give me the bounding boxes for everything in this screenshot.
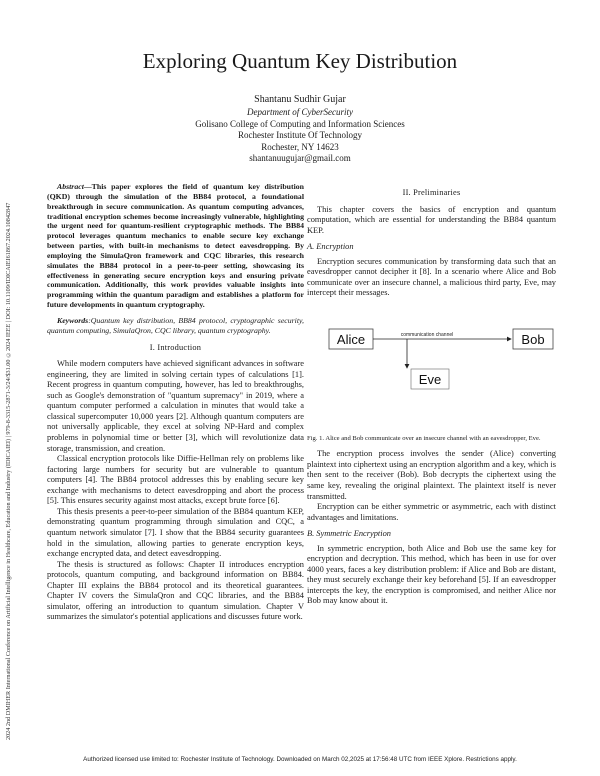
section-heading-preliminaries: II. Preliminaries bbox=[402, 188, 461, 197]
bob-label: Bob bbox=[521, 331, 545, 347]
encryption-paragraph-2: The encryption process involves the sender (Alice) converting plaintext into ciphertext using an encryption algorithm and a key, which is then sent to the receiver (Bob). Bob decrypts the ciphertext using the same key, revealing the original plaintext. The plaintext itself is never transmitted. bbox=[307, 449, 556, 501]
abstract-text: —This paper explores the field of quantum key distribution (QKD) through the simulation of the BB84 protocol, a foundational breakthrough in secure communication. As quantum computing advances, traditional encryption schemes become increasingly vulnerable, highlighting the urgent need for quantum-resilient cryptographic methods. The BB84 protocol leverages quantum mechanics to enable secure key exchange between parties, with built-in mechanisms to detect eavesdropping. By employing the SimulaQron framework and CQC libraries, this research simulates the BB84 protocol in a peer-to-peer setting, showcasing its effectiveness in generating secure encryption keys and ensuring private communication. Additionally, this work provides valuable insights into programming within the quantum paradigm and establishes a platform for future developments in quantum cryptography. bbox=[47, 182, 304, 310]
subsection-heading-symmetric: B. Symmetric Encryption bbox=[307, 529, 391, 539]
abstract-lead: Abstract bbox=[57, 182, 84, 191]
author-city: Rochester, NY 14623 bbox=[261, 141, 339, 152]
channel-diagram bbox=[307, 301, 556, 433]
intro-paragraph-3: This thesis presents a peer-to-peer simulation of the BB84 quantum KEP, demonstrating quantum programming through simulation and CQC, a quantum network simulator [7]. I show that the BB84 security guarantees hold in the simulation, allowing parties to generate encryption keys, exchange encrypted data, and detect eavesdropping. bbox=[47, 506, 304, 559]
keywords-text: :Quantum key distribution, BB84 protocol, cryptographic security, quantum computing, SimulaQron, CQC library, quantum cryptography. bbox=[47, 315, 304, 335]
author-college: Golisano College of Computing and Information Sciences bbox=[195, 118, 405, 129]
section-heading-introduction: I. Introduction bbox=[149, 342, 202, 352]
keywords-lead: Keywords bbox=[57, 315, 89, 325]
alice-label: Alice bbox=[336, 331, 366, 347]
eve-label: Eve bbox=[418, 371, 442, 387]
channel-label: communication channel bbox=[400, 331, 454, 338]
author-email: shantanuugujar@gmail.com bbox=[249, 153, 351, 163]
keywords bbox=[47, 316, 304, 336]
author-department: Department of CyberSecurity bbox=[247, 107, 353, 117]
license-footer: Authorized licensed use limited to: Rochester Institute of Technology. Downloaded on March 02,2025 at 17:56:48 UTC from IEEE Xplore. Restrictions apply. bbox=[83, 756, 517, 763]
encryption-paragraph-3: Encryption can be either symmetric or asymmetric, each with distinct advantages and limitations. bbox=[307, 502, 556, 522]
symmetric-paragraph-1: In symmetric encryption, both Alice and Bob use the same key for encryption and decryption. This method, which has been in use for over 4000 years, faces a key distribution problem: if Alice and Bob are distant, they must securely exchange their key beforehand [5]. If an eavesdropper intercepts the key, the encryption is compromised, and neither Alice nor Bob may know about it. bbox=[307, 543, 556, 606]
author-name: Shantanu Sudhir Gujar bbox=[254, 94, 346, 105]
right-column bbox=[307, 182, 556, 607]
subsection-heading-encryption: A. Encryption bbox=[307, 242, 354, 252]
intro-paragraph-2: Classical encryption protocols like Diffie-Hellman rely on problems like factoring large numbers for security but are vulnerable to quantum computers [4]. The BB84 protocol addresses this by enabling secure key exchange with mechanisms to detect eavesdropping and abort the process [5]. This ensures security against most attacks, except brute force [6]. bbox=[47, 454, 304, 506]
prelim-paragraph-1: This chapter covers the basics of encryption and quantum computation, which are essential for understanding the BB84 quantum KEP. bbox=[307, 204, 556, 235]
left-column bbox=[47, 182, 304, 623]
figure-1 bbox=[307, 301, 556, 433]
author-institute: Rochester Institute Of Technology bbox=[238, 130, 362, 140]
side-citation: 2024 2nd DMIHER International Conference on Artificial Intelligence in Healthcare, Education and Industry (IDICAIEI) | 979-8-3315-2871-3/24/$31.00 ©2024 IEEE | DOI: 10.1109/IDICAIEI61867.2024.10842847 bbox=[5, 202, 12, 740]
abstract bbox=[47, 182, 304, 310]
author-block bbox=[40, 93, 560, 165]
intro-paragraph-1: While modern computers have achieved significant advances in software engineering, they are limited in solving certain types of calculations [1]. Recent progress in quantum computing, however, has led to breakthroughs, such as Google's demonstration of "quantum supremacy" in 2019, where a quantum computer performed a calculation in minutes that would take a classical supercomputer 10,000 years [2]. Although quantum computers are not universally applicable, they excel at solving NP-Hard and complex problems in polynomial time or better [3], which will revolutionize data storage, transmission, and creation. bbox=[47, 359, 304, 453]
paper-title: Exploring Quantum Key Distribution bbox=[142, 49, 458, 73]
intro-paragraph-4: The thesis is structured as follows: Chapter II introduces encryption protocols, quantum computing, and background information on BB84. Chapter III explains the BB84 protocol and its theoretical guarantees. Chapter IV covers the SimulaQron and CQC libraries, and the BB84 simulator, offering an introduction to quantum simulation. Chapter V summarizes the simulator's potential applications and discusses future work. bbox=[47, 559, 304, 622]
figure-1-caption: Fig. 1. Alice and Bob communicate over an insecure channel with an eavesdropper, Eve. bbox=[307, 434, 541, 442]
encryption-paragraph-1: Encryption secures communication by transforming data such that an eavesdropper cannot decipher it [8]. In a scenario where Alice and Bob communicate over an insecure channel, a malicious third party, Eve, may intercept their messages. bbox=[307, 256, 556, 298]
